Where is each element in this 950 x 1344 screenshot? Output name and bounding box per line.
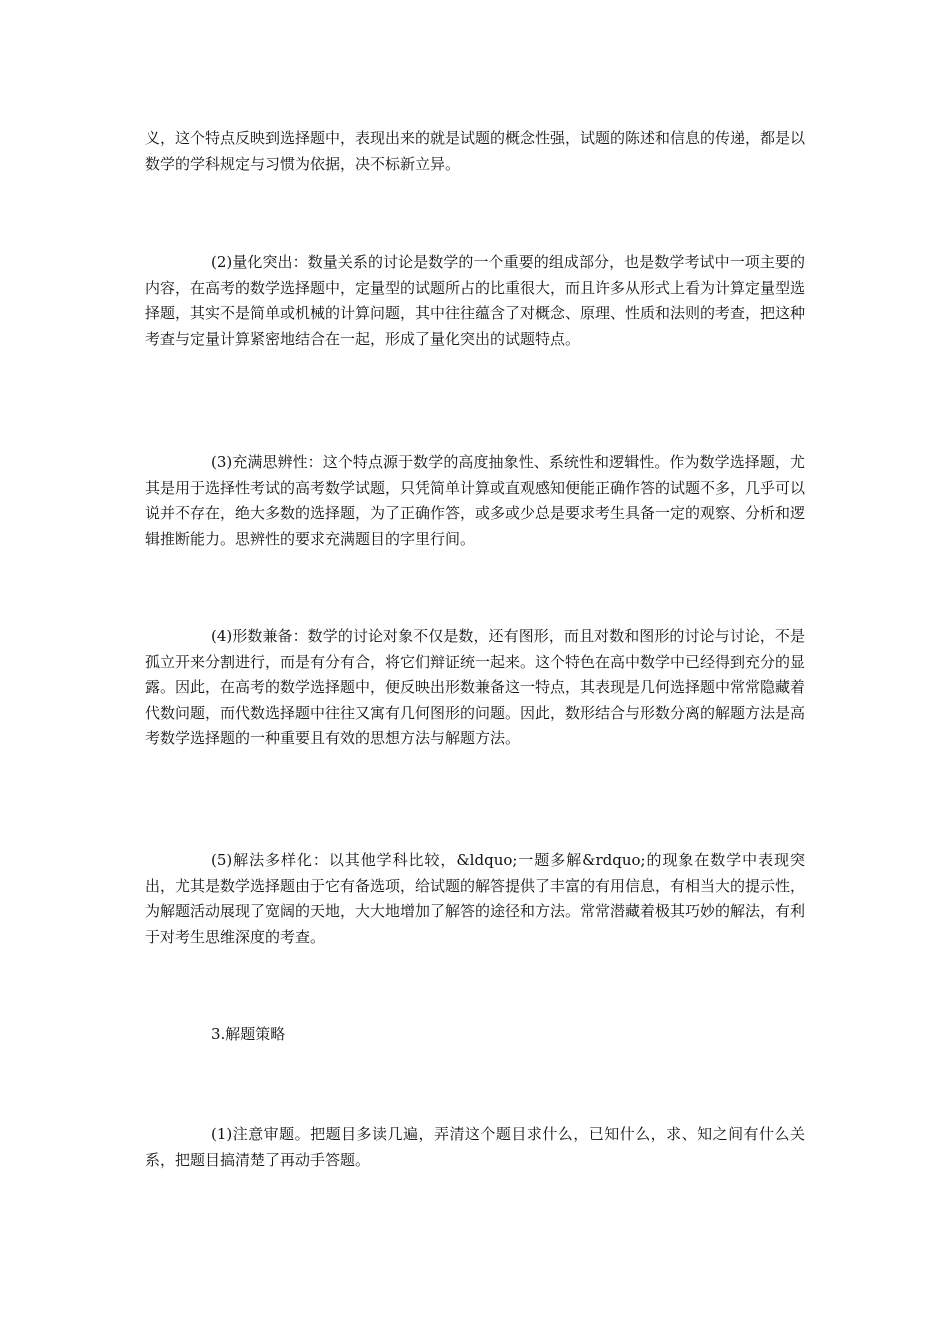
section-heading: 3.解题策略	[211, 1025, 286, 1043]
paragraph-careful-reading: (1)注意审题。把题目多读几遍，弄清这个题目求什么，已知什么，求、知之间有什么关系，把题目搞清楚了再动手答题。	[145, 1125, 805, 1169]
paragraph-reasoning: (3)充满思辨性：这个特点源于数学的高度抽象性、系统性和逻辑性。作为数学选择题，尤其是用于选择性考试的高考数学试题，只凭简单计算或直观感知便能正确作答的试题不多，几乎可以说并不存在，绝大多数的选择题，为了正确作答，或多或少总是要求考生具备一定的观察、分析和逻辑推断能力。思辨性的要求充满题目的字里行间。	[145, 453, 806, 548]
paragraph-continuation: 义，这个特点反映到选择题中，表现出来的就是试题的概念性强，试题的陈述和信息的传递，都是以数学的学科规定与习惯为依据，决不标新立异。	[145, 129, 806, 173]
paragraph-quantification: (2)量化突出：数量关系的讨论是数学的一个重要的组成部分，也是数学考试中一项主要的内容，在高考的数学选择题中，定量型的试题所占的比重很大，而且许多从形式上看为计算定量型选择题，其实不是简单或机械的计算问题，其中往往蕴含了对概念、原理、性质和法则的考查，把这种考查与定量计算紧密地结合在一起，形成了量化突出的试题特点。	[145, 253, 806, 348]
paragraph-diverse-solutions: (5)解法多样化：以其他学科比较，&ldquo;一题多解&rdquo;的现象在数学中表现突出，尤其是数学选择题由于它有备选项，给试题的解答提供了丰富的有用信息，有相当大的提示性，为解题活动展现了宽阔的天地，大大地增加了解答的途径和方法。常常潜藏着极其巧妙的解法，有利于对考生思维深度的考查。	[145, 851, 806, 946]
paragraph-form-number: (4)形数兼备：数学的讨论对象不仅是数，还有图形，而且对数和图形的讨论与讨论，不是孤立开来分割进行，而是有分有合，将它们辩证统一起来。这个特色在高中数学中已经得到充分的显露。因此，在高考的数学选择题中，便反映出形数兼备这一特点，其表现是几何选择题中常常隐藏着代数问题，而代数选择题中往往又寓有几何图形的问题。因此，数形结合与形数分离的解题方法是高考数学选择题的一种重要且有效的思想方法与解题方法。	[145, 627, 806, 747]
